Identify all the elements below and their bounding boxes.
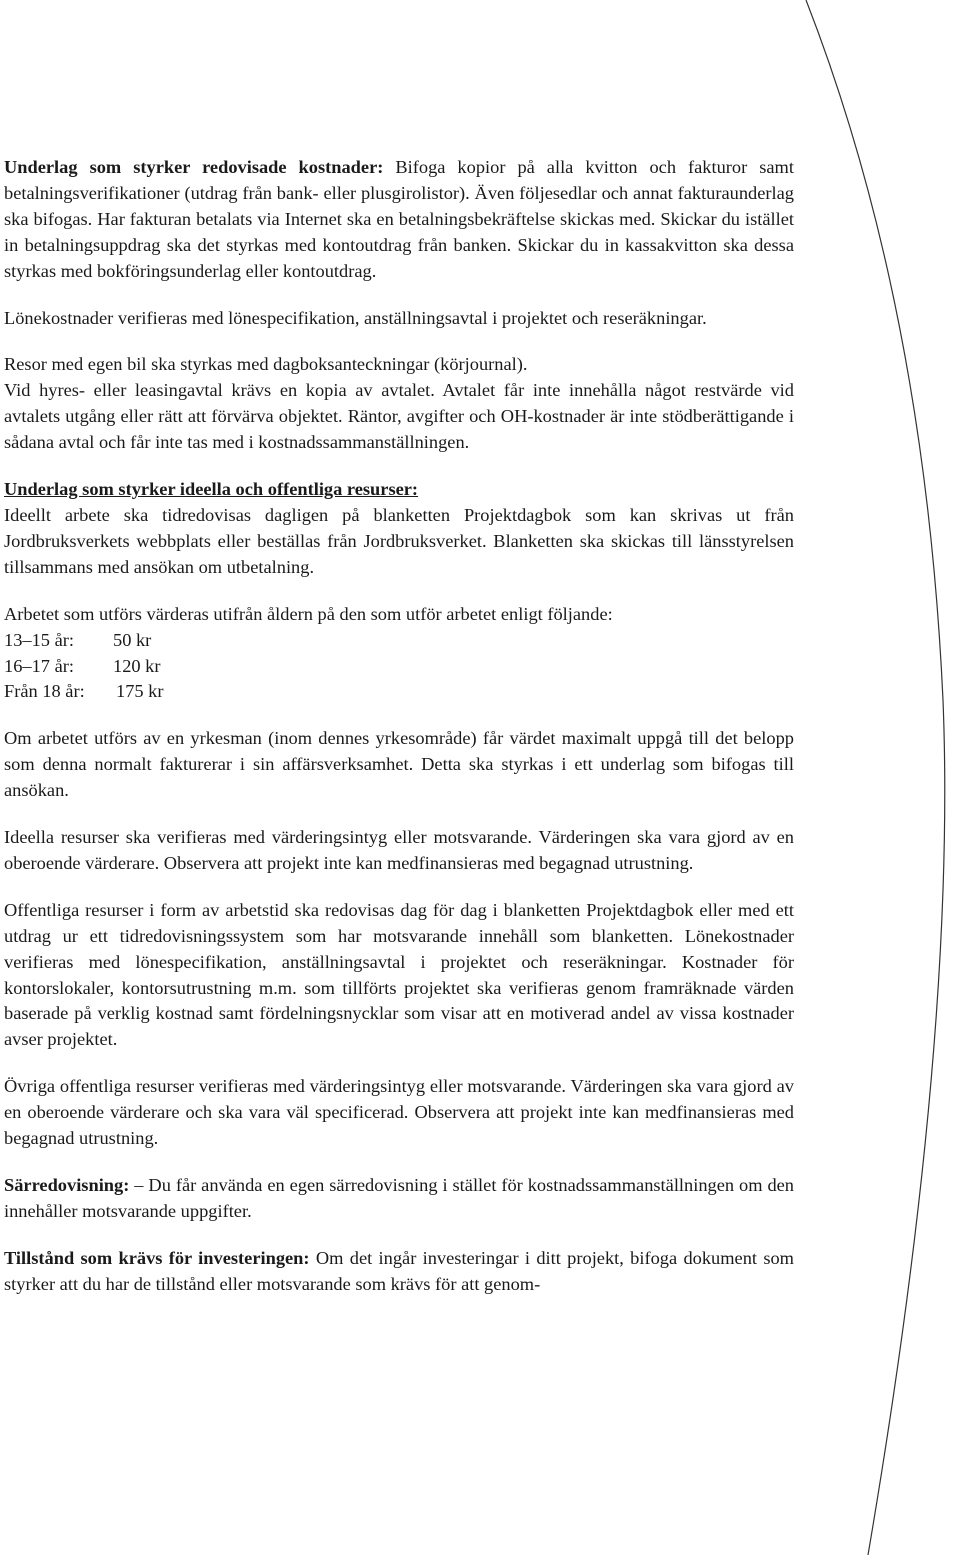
paragraph-work-valuation-intro: Arbetet som utförs värderas utifrån åldern på den som utför arbetet enligt följande: (4, 603, 613, 624)
paragraph-voluntary-work: Ideellt arbete ska tidredovisas dagligen på blanketten Projektdagbok som kan skrivas ut från Jordbruksverkets webbplats eller beställas från Jordbruksverket. Blanketten ska skickas till länsstyrelsen tillsammans med ansökan om utbetalning. (4, 504, 794, 577)
rate-value: 175 kr (116, 681, 164, 702)
rate-row (4, 628, 794, 654)
paragraph-permits (4, 1246, 794, 1298)
separate-accounting-label: Särredovisning: (4, 1175, 130, 1195)
paragraph-separate-accounting (4, 1173, 794, 1225)
paragraph-voluntary-valuation: Ideella resurser ska verifieras med värderingsintyg eller motsvarande. Värderingen ska vara gjord av en oberoende värderare. Observera att projekt inte kan medfinansieras med begagnad utrustning. (4, 827, 794, 873)
rate-value: 120 kr (113, 655, 161, 676)
rate-age: 16–17 år: (4, 655, 74, 676)
rate-row (4, 654, 794, 680)
cost-documentation-text: Bifoga kopior på alla kvitton och fakturor samt betalningsverifikationer (utdrag från bank- eller plusgirolistor). Även följesedlar och annat fakturaunderlag ska bifogas. Har fakturan betalats via Internet ska en betalningsbekräftelse skickas med. Skickar du istället in betalningsuppdrag ska det styrkas med kontoutdrag från banken. Skickar du in kassakvitton ska dessa styrkas med bokföringsunderlag eller kontoutdrag. (4, 157, 794, 281)
cost-documentation-label: Underlag som styrker redovisade kostnader: (4, 157, 384, 177)
separate-accounting-text: – Du får använda en egen särredovisning i stället för kostnadssammanställningen om den innehåller motsvarande uppgifter. (4, 1175, 794, 1221)
paragraph-other-public-resources: Övriga offentliga resurser verifieras med värderingsintyg eller motsvarande. Värderingen ska vara gjord av en oberoende värderare och ska vara väl specificerad. Observera att projekt inte kan medfinansieras med begagnad utrustning. (4, 1076, 794, 1149)
paragraph-car-travel: Resor med egen bil ska styrkas med dagboksanteckningar (körjournal). (4, 354, 528, 375)
permits-text: Om det ingår investeringar i ditt projekt, bifoga dokument som styrker att du har de tillstånd eller motsvarande som krävs för att genom- (4, 1247, 794, 1294)
paragraph-professional-work: Om arbetet utförs av en yrkesman (inom dennes yrkesområde) får värdet maximalt uppgå till det belopp som denna normalt fakturerar i sin affärsverksamhet. Detta ska styrkas i ett underlag som bifogas till ansökan. (4, 728, 794, 801)
paragraph-public-resources: Offentliga resurser i form av arbetstid ska redovisas dag för dag i blanketten Projektdagbok eller med ett utdrag ur ett tidredovisningssystem som har motsvarande innehåll som blanketten. Lönekostnader verifieras med lönespecifikation, anställningsavtal i projektet och reseräkningar. Kostnader för kontorslokaler, kontorsutrustning m.m. som tillförts projektet ska verifieras genom framräknade värden baserade på verklig kostnad samt fördelningsnycklar som visar att en motiverad andel av vissa kostnader avser projektet. (4, 899, 794, 1050)
permits-label: Tillstånd som krävs för investeringen: (4, 1247, 310, 1268)
document-body (4, 155, 794, 1298)
rate-value: 50 kr (113, 629, 152, 650)
rate-age: 13–15 år: (4, 629, 74, 650)
paragraph-leasing: Vid hyres- eller leasingavtal krävs en kopia av avtalet. Avtalet får inte innehålla något restvärde vid avtalets utgång eller rätt att förvärva objektet. Räntor, avgifter och OH-kostnader är inte stödberättigande i sådana avtal och får inte tas med i kostnadssammanställningen. (4, 380, 794, 453)
rate-row (4, 679, 794, 705)
rate-age: Från 18 år: (4, 681, 85, 702)
paragraph-salary-costs: Lönekostnader verifieras med lönespecifikation, anställningsavtal i projektet och reseräkningar. (4, 307, 707, 328)
paragraph-cost-documentation (4, 155, 794, 285)
heading-voluntary-public-resources: Underlag som styrker ideella och offentliga resurser: (4, 479, 419, 500)
